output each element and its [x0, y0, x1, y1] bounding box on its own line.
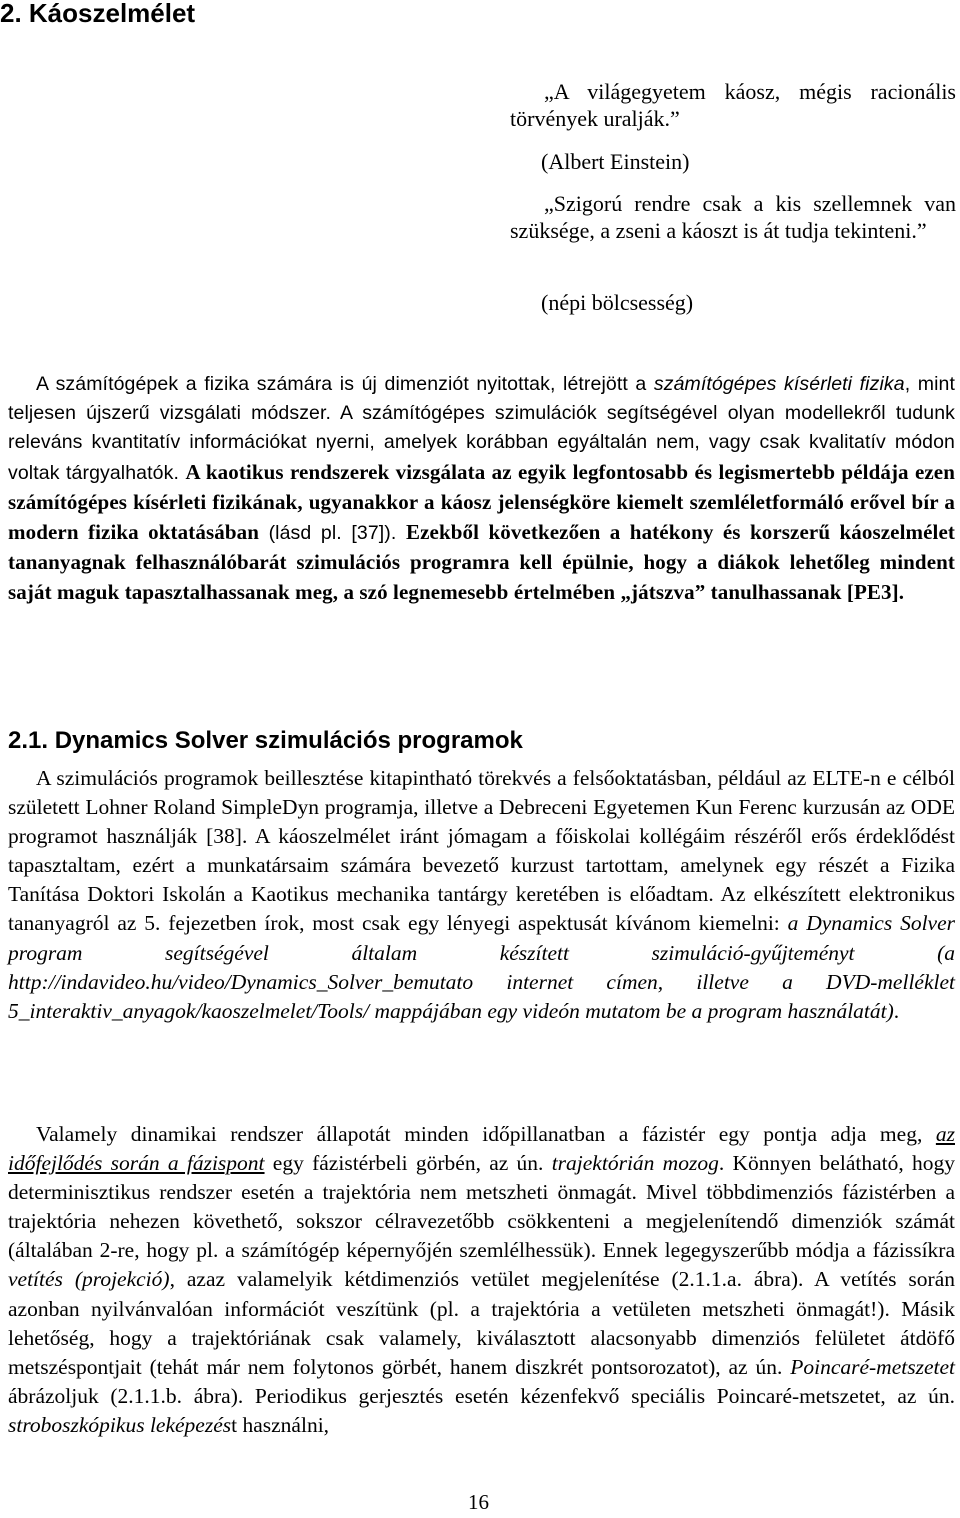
- epigraph-author-2: (népi bölcsesség): [541, 290, 694, 315]
- p2-text-3: . Könnyen belátható, hogy determinisztikus rendszer esetén a trajektória nem metszheti önmagát. Mivel többdimenziós fázistérben a trajektória nehezen követhető, sokszor célravezetőbb csökkenteni a megjelenítendő dimenziók számát (általában 2-re, hogy pl. a számítógép képernyőjén szemlélhessük). Ennek legegyszerűbb módja a fázissíkra: [8, 1151, 955, 1263]
- p2-italic-4: stroboszkópikus leképezés: [8, 1412, 232, 1437]
- p2-text-4: , azaz valamelyik kétdimenziós vetület megjelenítése (2.1.1.a. ábra). A vetítés során azonban nyilvánvalóan információt veszítünk (pl. a trajektória a vetületen metszheti önmagát!). Másik lehetőség, hogy a trajektóriának csak valamely, kiválasztott alacsonyabb dimenziós felületet átdöfő metszéspontjait (tehát már nem folytonos görbét, hanem diszkrét pontsorozatot), az ún.: [8, 1267, 955, 1379]
- section-title: 2.1. Dynamics Solver szimulációs programok: [8, 727, 523, 754]
- intro-text-2: , mint teljesen újszerű vizsgálati módszer. A számítógépes szimulációk segítségével olyan modellekről tudunk releváns kvantitatív információkat nyerni, amelyek korábban egyáltalán nem, vagy csak kvalitatív módon voltak tárgyalhatók.: [8, 373, 955, 484]
- chapter-title: 2. Káoszelmélet: [0, 0, 196, 28]
- intro-text-3: (lásd pl. [37]).: [258, 522, 407, 545]
- intro-bold-2: Ezekből következően a hatékony és korszerű káoszelmélet tananyagnak felhasználóbarát szimulációs programra kell épülnie, hogy a diákok lehetőleg mindent saját maguk tapasztalhassanak meg, a szó legnemesebb értelmében „játszva” tanulhassanak [PE3].: [8, 520, 955, 605]
- p1-italic-1: a Dynamics Solver program segítségével általam készített szimuláció-gyűjteményt (a http://indavideo.hu/video/Dynamics_Solver_bemutato internet címen, illetve a DVD-melléklet 5_interaktiv_anyagok/kaoszelmelet/Tools/ mappájában egy videón mutatom be a program használatát): [8, 911, 955, 1023]
- intro-paragraph: [8, 370, 955, 609]
- p1-text-1: A szimulációs programok beillesztése kitapintható törekvés a felsőoktatásban, például az ELTE-n e célból született Lohner Roland SimpleDyn programja, illetve a Debreceni Egyetemen Kun Ferenc kurzusán az ODE programot használják [38]. A káoszelmélet iránt jómagam a főiskolai kollégáim részéről erős érdeklődést tapasztaltam, ezért a munkatársaim számára bevezető kurzust tartottam, amelynek egy részét a Fizika Tanítása Doktori Iskolán a Kaotikus mechanika tantárgy keretében is előadtam. Az elkészített elektronikus tananyagról az 5. fejezetben írok, most csak egy lényegi aspektusát kívánom kiemelni:: [8, 766, 955, 936]
- section-paragraph-1: [8, 764, 955, 1026]
- p2-underlined-1: az időfejlődés során a fázispont: [8, 1122, 955, 1176]
- p2-italic-2: vetítés (projekció): [8, 1267, 170, 1292]
- section-paragraph-2: [8, 1120, 955, 1440]
- p2-text-6: t használni,: [231, 1412, 330, 1437]
- intro-text-1: A számítógépek a fizika számára is új dimenziót nyitottak, létrejött a: [36, 373, 654, 395]
- p2-text-5: ábrázoljuk (2.1.1.b. ábra). Periodikus gerjesztés esetén kézenfekvő speciális Poincaré-metszetet, az ún.: [8, 1383, 955, 1408]
- p2-italic-3: Poincaré-metszetet: [790, 1354, 955, 1379]
- epigraph-quote-2: „Szigorú rendre csak a kis szellemnek van szüksége, a zseni a káoszt is át tudja tekinteni.”: [510, 191, 956, 243]
- p2-text-2: egy fázistérbeli görbén, az ún.: [264, 1151, 552, 1176]
- intro-emphasis: számítógépes kísérleti fizika: [653, 373, 905, 395]
- epigraph-quote-1: „A világegyetem káosz, mégis racionális törvények uralják.”: [510, 79, 956, 131]
- p2-text-1: Valamely dinamikai rendszer állapotát minden időpillanatban a fázistér egy pontja adja meg,: [36, 1122, 936, 1146]
- page-number: 16: [468, 1490, 489, 1514]
- p1-text-2: .: [893, 998, 900, 1023]
- epigraph-author-1: (Albert Einstein): [541, 149, 690, 174]
- p2-italic-1: trajektórián mozog: [551, 1151, 719, 1176]
- intro-bold-1: A kaotikus rendszerek vizsgálata az egyik legfontosabb és legismertebb példája ezen számítógépes kísérleti fizikának, ugyanakkor a káosz jelenségköre kiemelt szemléletformáló erővel bír a modern fizika oktatásában: [8, 459, 955, 545]
